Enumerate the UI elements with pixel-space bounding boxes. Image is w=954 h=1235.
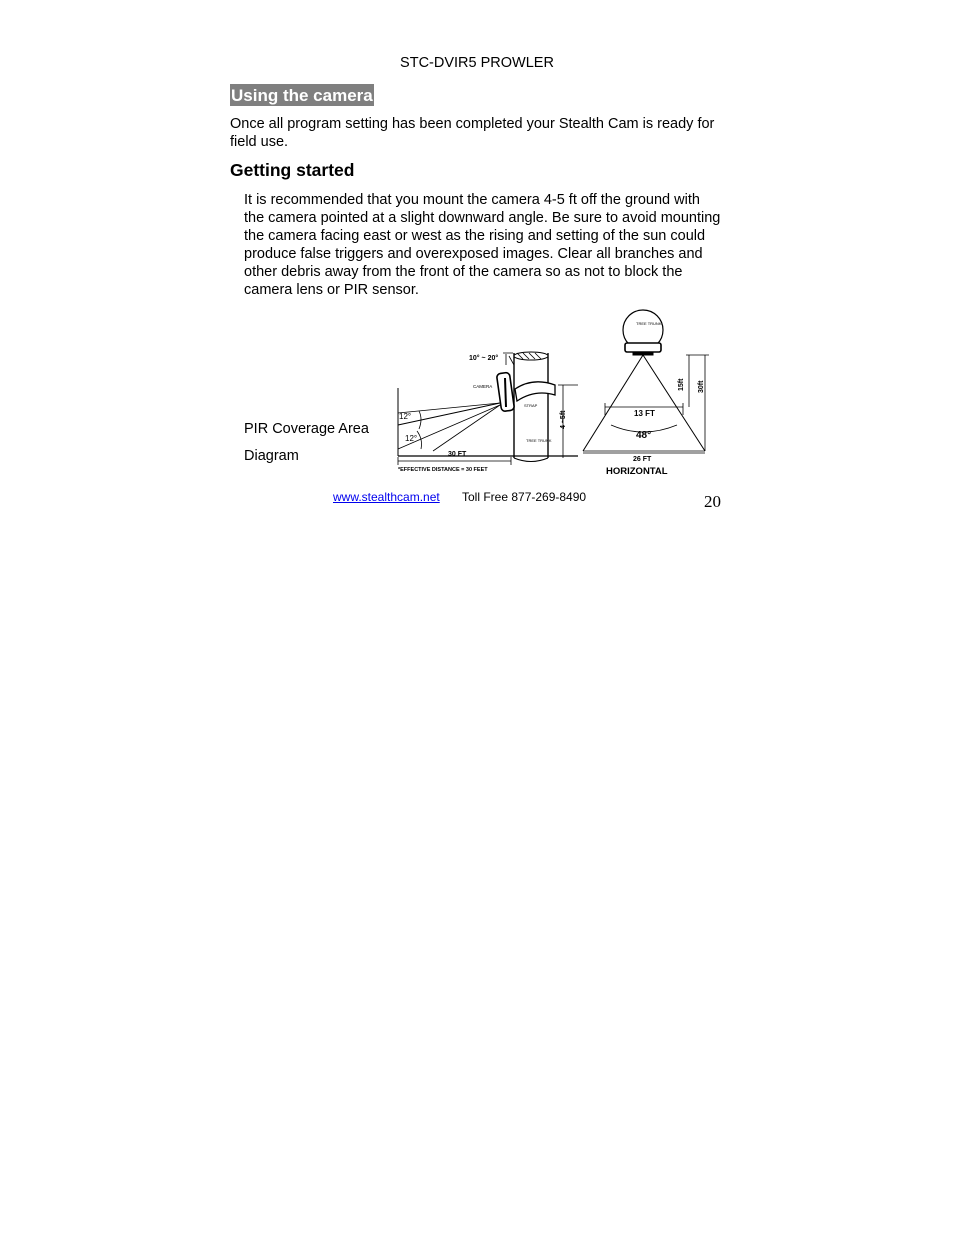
tree-label: TREE TRUNK — [526, 438, 552, 443]
height-label: 4 ~5ft — [560, 410, 567, 429]
effective-distance-note: *EFFECTIVE DISTANCE = 30 FEET — [398, 467, 488, 473]
page-number: 20 — [704, 492, 721, 511]
horizontal-caption: HORIZONTAL — [606, 466, 668, 477]
near-width-label: 13 FT — [634, 409, 655, 418]
camera-top — [625, 343, 661, 352]
strap — [515, 382, 555, 401]
camera-label: CAMERA — [473, 384, 493, 389]
distance-label: 30 FT — [448, 451, 467, 458]
far-width-label: 26 FT — [633, 456, 652, 463]
near-depth-label: 15ft — [678, 378, 685, 391]
side-view — [398, 352, 578, 465]
top-tree-label: TREE TRUNK — [636, 321, 662, 326]
angle-range-label: 10° ~ 20° — [469, 355, 499, 362]
diagram-label-line1: PIR Coverage Area — [244, 421, 369, 437]
angle-bottom-label: 12° — [405, 434, 418, 443]
website-link[interactable]: www.stealthcam.net — [333, 490, 440, 504]
toll-free-phone: Toll Free 877-269-8490 — [462, 490, 587, 504]
angle-top-label: 12° — [399, 412, 412, 421]
coverage-angle-label: 48° — [636, 430, 652, 441]
page-header: STC-DVIR5 PROWLER — [400, 55, 554, 71]
intro-paragraph: Once all program setting has been completed your Stealth Cam is ready for field use. — [230, 116, 715, 150]
pir-coverage-diagram — [393, 303, 713, 483]
section-heading: Using the camera — [231, 86, 373, 105]
mounting-instructions: It is recommended that you mount the camera 4-5 ft off the ground with the camera pointed at a slight downward angle. Be sure to avoid mounting the camera facing east or west as the rising and setting of the sun could produce false triggers and overexposed images. Clear all branches and other debris away from the front of the camera so as not to block the camera lens or PIR sensor. — [244, 192, 721, 298]
diagram-label-line2: Diagram — [244, 448, 299, 464]
strap-label: STRAP — [524, 403, 538, 408]
far-depth-label: 30ft — [698, 380, 705, 393]
side-view-labels — [398, 354, 567, 473]
subsection-heading: Getting started — [230, 160, 355, 180]
